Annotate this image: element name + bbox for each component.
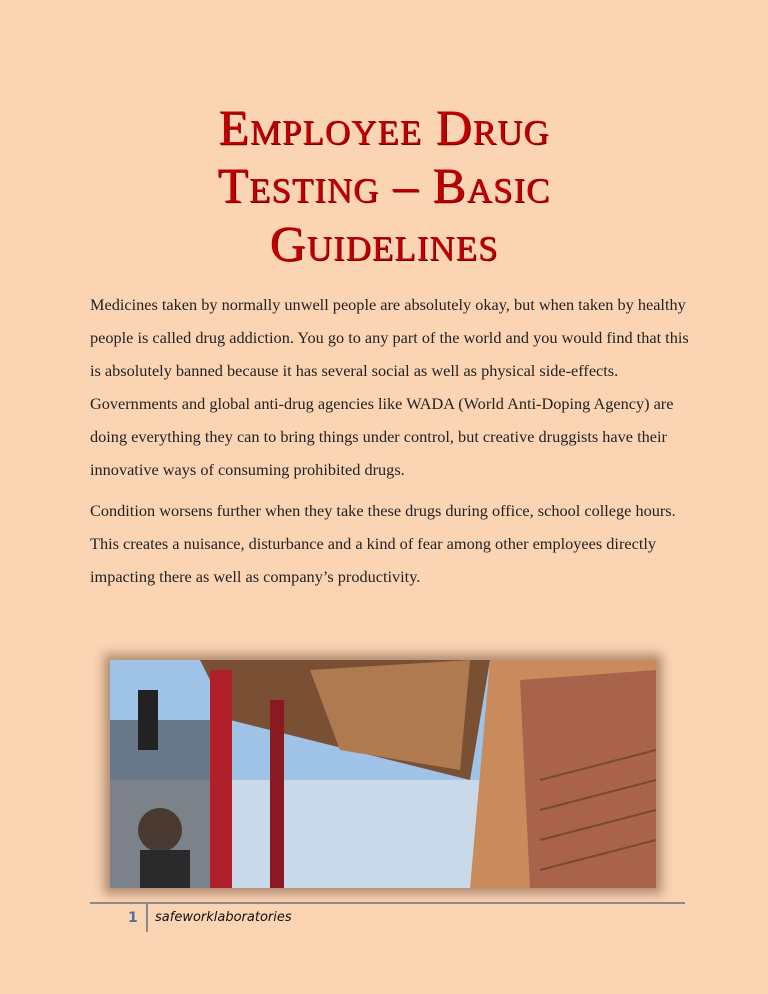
footer-separator: [146, 904, 148, 932]
footer-divider: [90, 902, 685, 904]
document-title: Employee Drug Testing – Basic Guidelines: [217, 99, 551, 271]
paragraph: Condition worsens further when they take these drugs during office, school college hours. This creates a nuisance, disturbance and a kind of fear among other employees directly impacting there as well as company’s productivity.: [90, 501, 676, 586]
paragraph: Medicines taken by normally unwell people are absolutely okay, but when taken by healthy people is called drug addiction. You go to any part of the world and you would find that this is absolutely banned because it has several social as well as physical side-effects. Governments and global anti-drug agencies like WADA (World Anti-Doping Agency) are doing everything they can to bring things under control, but creative druggists have their innovative ways of consuming prohibited drugs.: [90, 295, 689, 479]
footer-text: safeworklaboratories: [155, 910, 292, 925]
page-number: 1: [128, 910, 138, 926]
forklift-lumber-photo: [110, 660, 656, 888]
document-body: [90, 288, 690, 601]
